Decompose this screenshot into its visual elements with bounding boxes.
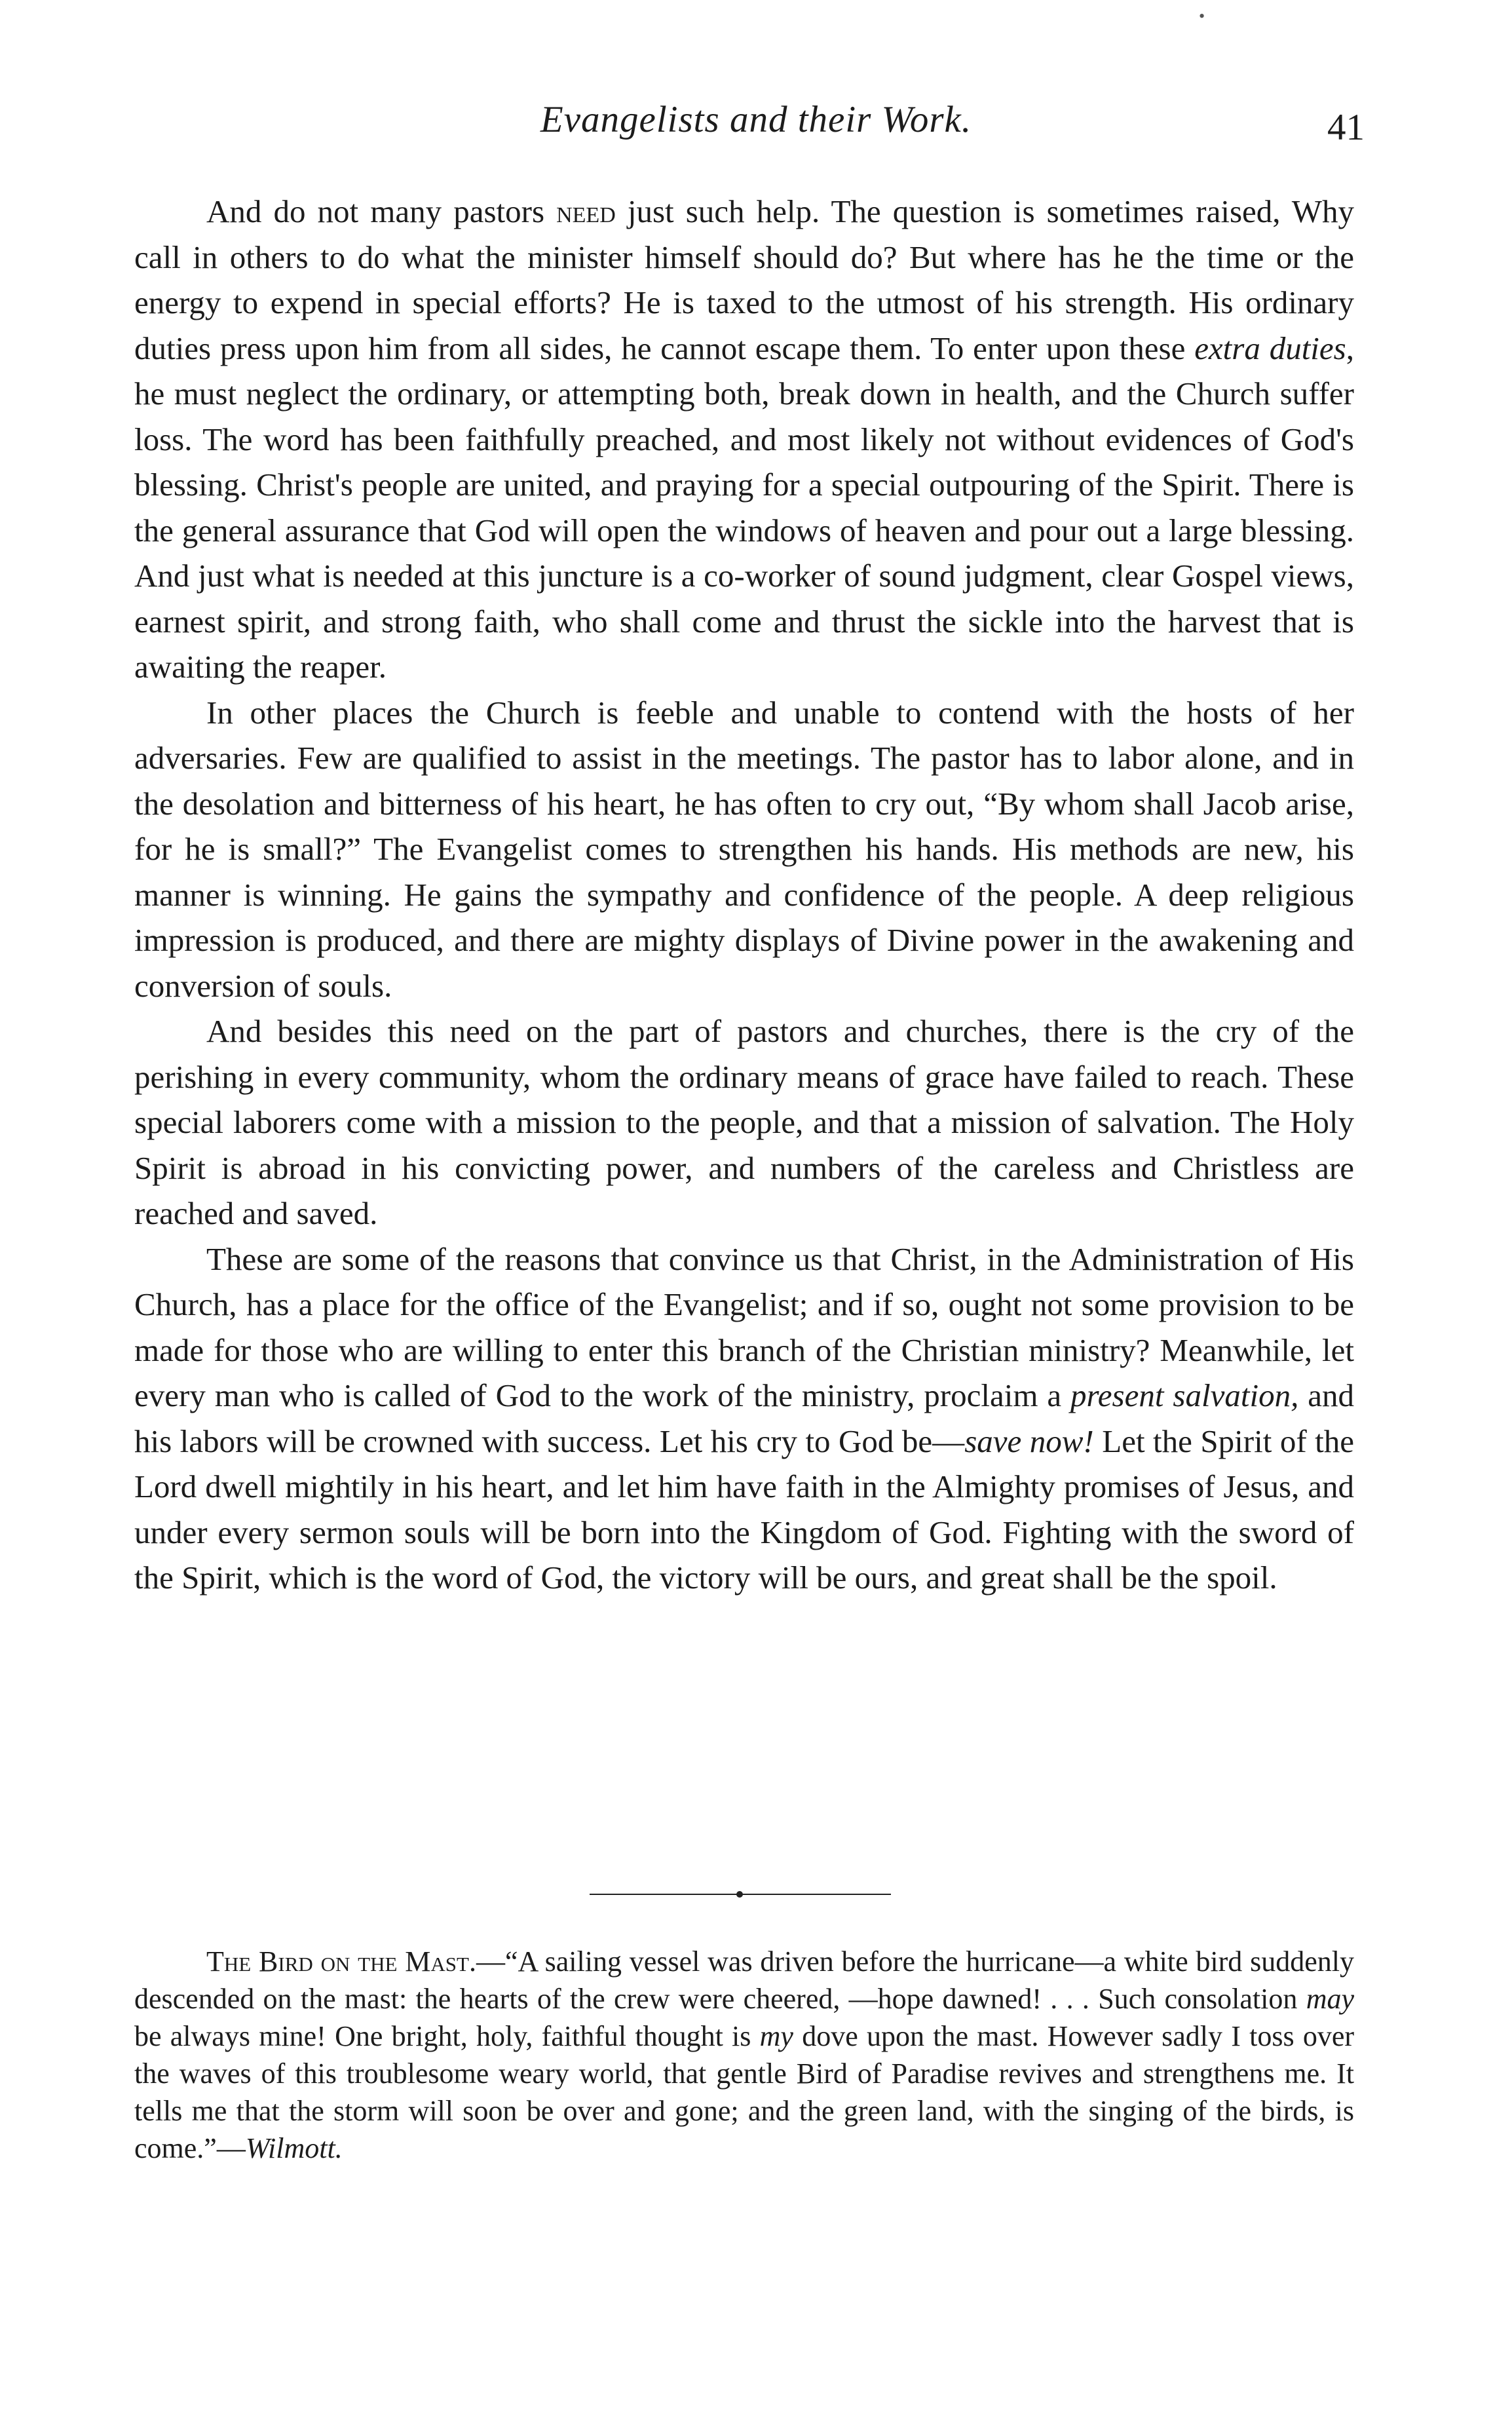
italic-extra-duties: extra duties — [1194, 330, 1346, 366]
divider-ornament — [736, 1891, 743, 1898]
paragraph-2: In other places the Church is feeble and unable to contend with the hosts of her adversaries. Few are qualified to assist in the meetings. The pastor has to labor alone, and in the desolation and bitterness of his heart, he has often to cry out, “By whom shall Jacob arise, for he is small?” The Evangelist comes to strengthen his hands. His methods are new, his manner is winning. He gains the sympathy and confidence of the people. A deep religious impression is produced, and there are mighty displays of Divine power in the awakening and conversion of souls. — [134, 694, 1354, 1004]
paragraph-1: And do not many pastors need just such help. The question is sometimes raised, Why call in others to do what the minister himself should do? But where has he the time or the energy to expend in special efforts? He is taxed to the utmost of his strength. His ordinary duties press upon him from all sides, he cannot escape them. To enter upon these extra duties, he must neglect the ordinary, or attempting both, break down in health, and the Church suffer loss. The word has been faithfully preached, and most likely not without evidences of God's blessing. Christ's people are united, and praying for a special outpouring of the Spirit. There is the general assurance that God will open the windows of heaven and pour out a large blessing. And just what is needed at this juncture is a co-worker of sound judgment, clear Gospel views, earnest spirit, and strong faith, who shall come and thrust the sickle into the harvest that is awaiting the reaper. — [134, 193, 1354, 685]
note-paragraph: The Bird on the Mast.—“A sailing vessel was driven before the hurricane—a white bird suddenly descended on the mast: the hearts of the crew were cheered, —hope dawned! . . . Such consolation may be always mine! One bright, holy, faithful thought is my dove upon the mast. However sadly I toss over the waves of this troublesome weary world, that gentle Bird of Paradise revives and strengthens me. It tells me that the storm will soon be over and gone; and the green land, with the singing of the birds, is come.”—Wilmott. — [134, 1945, 1355, 2164]
running-head: Evangelists and their Work. — [540, 99, 972, 140]
main-text — [134, 189, 1354, 1601]
italic-save-now: save now! — [964, 1423, 1094, 1459]
section-divider — [590, 1891, 891, 1898]
note-author: Wilmott. — [245, 2132, 343, 2164]
footer-note — [134, 1943, 1354, 2167]
speck-mark: • — [1199, 7, 1205, 26]
page-header — [0, 98, 1512, 151]
paragraph-4: These are some of the reasons that convince us that Christ, in the Administration of His Church, has a place for the office of the Evangelist; and if so, ought not some provision to be made for those who are willing to enter this branch of the Christian ministry? Meanwhile, let every man who is called of God to the work of the ministry, proclaim a present salvation, and his labors will be crowned with success. Let his cry to God be—save now! Let the Spirit of the Lord dwell mightily in his heart, and let him have faith in the Almighty promises of Jesus, and under every sermon souls will be born into the Kingdom of God. Fighting with the sword of the Spirit, which is the word of God, the victory will be ours, and great shall be the spoil. — [134, 1240, 1355, 1596]
italic-present-salvation: present salvation, — [1070, 1377, 1299, 1413]
note-title: The Bird on the Mast. — [206, 1945, 476, 1978]
emphasis-need: need — [556, 193, 616, 229]
paragraph-3: And besides this need on the part of pastors and churches, there is the cry of the perishing in every community, whom the ordinary means of grace have failed to reach. These special laborers come with a mission to the people, and that a mission of salvation. The Holy Spirit is abroad in his convicting power, and numbers of the careless and Christless are reached and saved. — [134, 1013, 1354, 1231]
page-number: 41 — [1327, 107, 1365, 148]
